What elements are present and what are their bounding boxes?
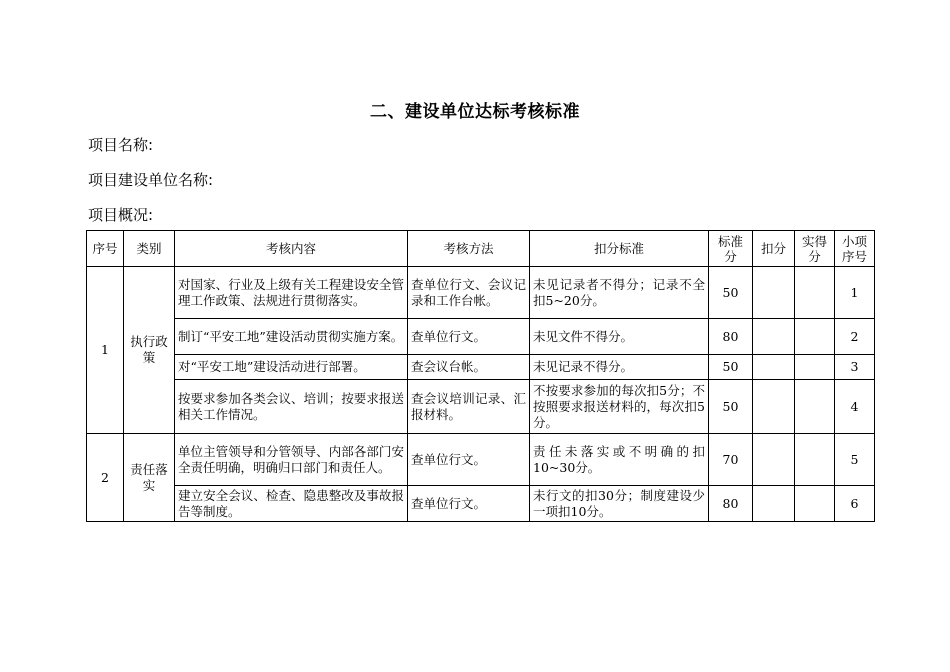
header-deduction: 扣分标准 <box>530 231 709 267</box>
item-no-cell: 5 <box>835 434 875 486</box>
header-seq: 序号 <box>87 231 124 267</box>
standard-score-cell: 50 <box>709 355 753 380</box>
seq-cell: 2 <box>87 434 124 522</box>
actual-score-cell <box>795 267 835 319</box>
actual-score-cell <box>795 355 835 380</box>
content-cell: 按要求参加各类会议、培训；按要求报送相关工作情况。 <box>175 380 408 434</box>
header-content: 考核内容 <box>175 231 408 267</box>
unit-name-label: 项目建设单位名称: <box>88 171 214 189</box>
project-name-label: 项目名称: <box>88 136 154 154</box>
assessment-table <box>86 230 875 522</box>
content-cell: 制订“平安工地”建设活动贯彻实施方案。 <box>175 319 408 355</box>
table-row <box>87 355 875 380</box>
item-no-cell: 4 <box>835 380 875 434</box>
header-method: 考核方法 <box>408 231 530 267</box>
item-no-cell: 6 <box>835 486 875 522</box>
deducted-cell <box>753 434 795 486</box>
deducted-cell <box>753 355 795 380</box>
category-cell: 执行政策 <box>124 267 175 434</box>
deducted-cell <box>753 380 795 434</box>
seq-cell: 1 <box>87 267 124 434</box>
header-actual: 实得分 <box>795 231 835 267</box>
table-row <box>87 486 875 522</box>
item-no-cell: 3 <box>835 355 875 380</box>
deduction-cell: 不按要求参加的每次扣5分；不按照要求报送材料的，每次扣5分。 <box>530 380 709 434</box>
deducted-cell <box>753 267 795 319</box>
standard-score-cell: 50 <box>709 267 753 319</box>
category-cell: 责任落实 <box>124 434 175 522</box>
deduction-cell: 未行文的扣30分；制度建设少一项扣10分。 <box>530 486 709 522</box>
header-standard: 标准分 <box>709 231 753 267</box>
deducted-cell <box>753 319 795 355</box>
header-deducted: 扣分 <box>753 231 795 267</box>
content-cell: 单位主管领导和分管领导、内部各部门安全责任明确，明确归口部门和责任人。 <box>175 434 408 486</box>
table-row <box>87 319 875 355</box>
actual-score-cell <box>795 380 835 434</box>
deduction-cell: 未见文件不得分。 <box>530 319 709 355</box>
actual-score-cell <box>795 434 835 486</box>
content-cell: 对国家、行业及上级有关工程建设安全管理工作政策、法规进行贯彻落实。 <box>175 267 408 319</box>
method-cell: 查会议台帐。 <box>408 355 530 380</box>
actual-score-cell <box>795 486 835 522</box>
standard-score-cell: 80 <box>709 486 753 522</box>
table-row <box>87 434 875 486</box>
method-cell: 查会议培训记录、汇报材料。 <box>408 380 530 434</box>
item-no-cell: 1 <box>835 267 875 319</box>
deduction-cell: 责任未落实或不明确的扣10~30分。 <box>530 434 709 486</box>
actual-score-cell <box>795 319 835 355</box>
page-title: 二、建设单位达标考核标准 <box>370 102 580 122</box>
header-item-no: 小项序号 <box>835 231 875 267</box>
deducted-cell <box>753 486 795 522</box>
project-overview-label: 项目概况: <box>88 206 154 224</box>
item-no-cell: 2 <box>835 319 875 355</box>
method-cell: 查单位行文。 <box>408 319 530 355</box>
content-cell: 对“平安工地”建设活动进行部署。 <box>175 355 408 380</box>
table-row <box>87 380 875 434</box>
header-category: 类别 <box>124 231 175 267</box>
method-cell: 查单位行文、会议记录和工作台帐。 <box>408 267 530 319</box>
standard-score-cell: 80 <box>709 319 753 355</box>
standard-score-cell: 70 <box>709 434 753 486</box>
deduction-cell: 未见记录不得分。 <box>530 355 709 380</box>
standard-score-cell: 50 <box>709 380 753 434</box>
table-row <box>87 267 875 319</box>
method-cell: 查单位行文。 <box>408 486 530 522</box>
method-cell: 查单位行文。 <box>408 434 530 486</box>
deduction-cell: 未见记录者不得分；记录不全扣5~20分。 <box>530 267 709 319</box>
content-cell: 建立安全会议、检查、隐患整改及事故报告等制度。 <box>175 486 408 522</box>
table-header-row <box>87 231 875 267</box>
